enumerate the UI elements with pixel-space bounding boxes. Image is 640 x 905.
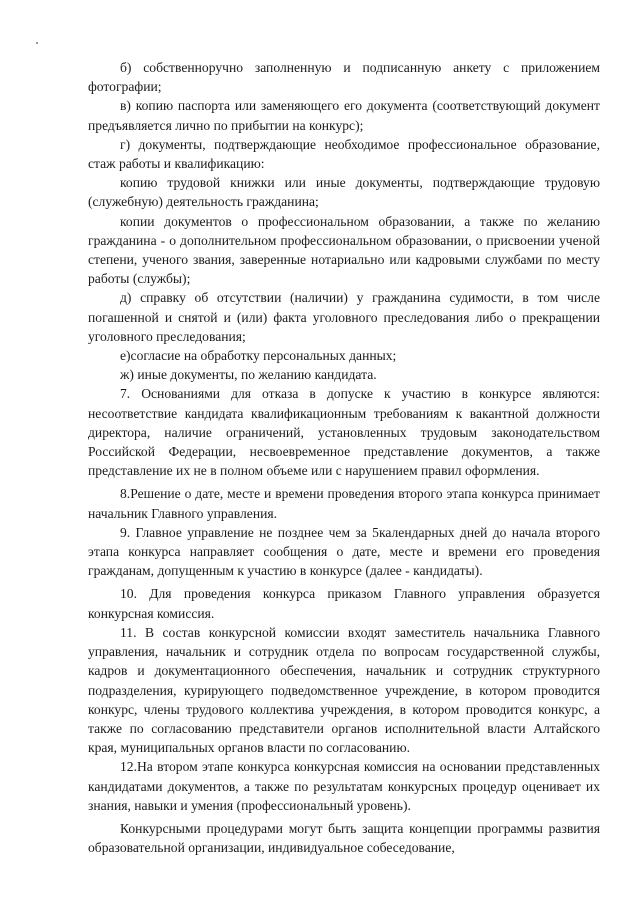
scan-speck: [36, 42, 38, 44]
paragraph-work-record-copy: копию трудовой книжки или иные документы, подтверждающие трудовую (служебную) деятельность гражданина;: [88, 175, 600, 210]
paragraph-v-passport: в) копию паспорта или заменяющего его документа (соответствующий документ предъявляется лично по прибытии на конкурс);: [88, 98, 600, 133]
paragraph-12-second-stage: 12.На втором этапе конкурса конкурсная комиссия на основании представленных кандидатами документов, а также по результатам конкурсных процедур оценивает их знания, навыки и умения (профессиональный уровень).: [88, 759, 600, 813]
paragraph-d-criminal-record: д) справку об отсутствии (наличии) у гражданина судимости, в том числе погашенной и снятой и (или) факта уголовного преследования либо о прекращении уголовного преследования;: [88, 290, 600, 344]
paragraph-b-questionnaire: б) собственноручно заполненную и подписанную анкету с приложением фотографии;: [88, 60, 600, 95]
paragraph-9-notification: 9. Главное управление не позднее чем за 5календарных дней до начала второго этапа конкурса направляет сообщения о дате, месте и времени его проведения гражданам, допущенным к участию в конкурсе (далее - кандидаты).: [88, 524, 600, 579]
paragraph-g-education-docs: г) документы, подтверждающие необходимое профессиональное образование, стаж работы и квалификацию:: [88, 136, 600, 172]
paragraph-7-refusal-grounds: 7. Основаниями для отказа в допуске к участию в конкурсе являются: несоответствие кандидата квалификационным требованиям к вакантной должности директора, наличие ограничений, установленных трудовым законодательством Российской Федерации, несвоевременное представление документов, а также представление их не в полном объеме или с нарушением правил оформления.: [88, 386, 600, 479]
paragraph-education-copies: копии документов о профессиональном образовании, а также по желанию гражданина - о дополнительном профессиональном образовании, о присвоении ученой степени, ученого звания, заверенные нотариально или кадровыми службами по месту работы (службы);: [88, 213, 600, 287]
paragraph-zh-other-documents: ж) иные документы, по желанию кандидата.: [120, 367, 377, 383]
paragraph-10-commission: 10. Для проведения конкурса приказом Главного управления образуется конкурсная комиссия.: [88, 586, 600, 621]
paragraph-11-commission-members: 11. В состав конкурсной комиссии входят заместитель начальника Главного управления, начальник и сотрудник отдела по вопросам государственной службы, кадров и документационного обеспечения, начальник и сотрудник структурного подразделения, курирующего подведомственное учреждение, в котором проводится конкурс, члены трудового коллектива учреждения, в котором проводится конкурс, а также по согласованию представители органов исполнительной власти Алтайского края, муниципальных органов власти по согласованию.: [88, 624, 600, 756]
paragraph-8-second-stage-decision: 8.Решение о дате, месте и времени проведения второго этапа конкурса принимает начальник Главного управления.: [88, 486, 600, 521]
paragraph-competition-procedures: Конкурсными процедурами могут быть защита концепции программы развития образовательной организации, индивидуальное собеседование,: [88, 820, 600, 856]
document-page: [88, 58, 600, 857]
paragraph-e-personal-data-consent: е)согласие на обработку персональных данных;: [120, 348, 397, 364]
